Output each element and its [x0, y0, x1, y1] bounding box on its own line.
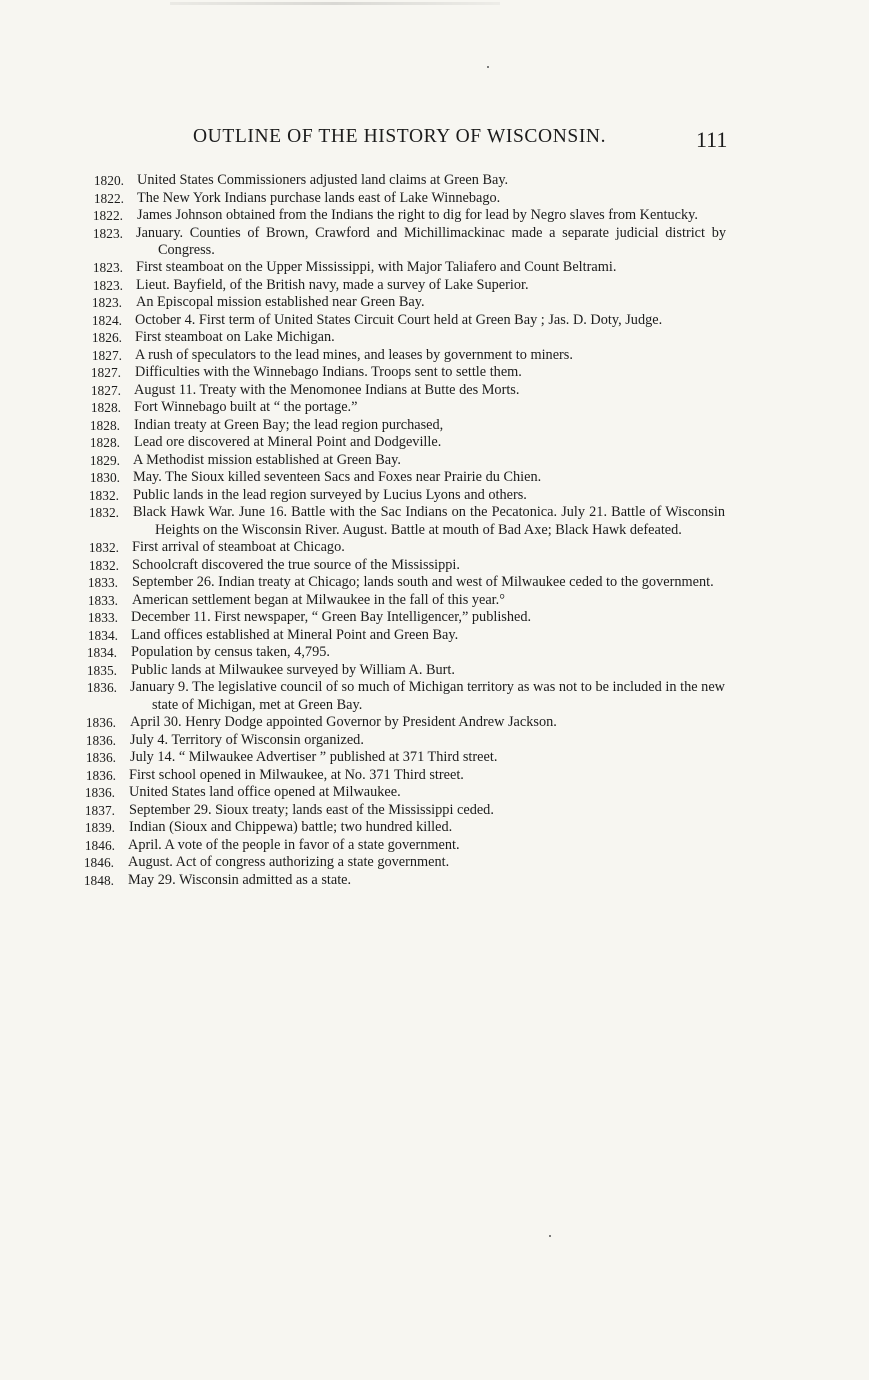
entry-year: 1823.	[92, 260, 123, 276]
entry-text: October 4. First term of United States Circuit Court held at Green Bay ; Jas. D. Doty, Judge.	[135, 311, 663, 328]
timeline-list	[0, 172, 869, 889]
speck-mark	[549, 1235, 551, 1237]
entry-year: 1832.	[88, 557, 119, 573]
entry-year: 1846.	[83, 855, 114, 871]
entry-year: 1832.	[88, 540, 119, 556]
entry-year: 1827.	[90, 382, 121, 398]
entry-year: 1822.	[93, 190, 124, 206]
timeline-entry	[0, 399, 869, 416]
entry-text: Public lands in the lead region surveyed by Lucius Lyons and others.	[133, 486, 527, 503]
speck-mark	[487, 66, 489, 68]
entry-text: Population by census taken, 4,795.	[131, 644, 330, 661]
entry-year: 1834.	[87, 627, 118, 643]
entry-text: January. Counties of Brown, Crawford and Michillimackinac made a separate judicial district by Congress.	[136, 224, 726, 258]
scan-artifact	[170, 2, 500, 5]
entry-year: 1848.	[83, 872, 114, 888]
entry-text: September 26. Indian treaty at Chicago; lands south and west of Milwaukee ceded to the government.	[132, 574, 714, 591]
timeline-entry	[0, 329, 869, 346]
entry-year: 1820.	[93, 173, 124, 188]
entry-year: 1823.	[92, 225, 123, 241]
entry-year: 1832.	[88, 505, 119, 521]
timeline-entry	[0, 557, 869, 574]
entry-text: First school opened in Milwaukee, at No. 371 Third street.	[129, 766, 464, 783]
entry-text: Lead ore discovered at Mineral Point and Dodgeville.	[134, 434, 442, 451]
entry-year: 1823.	[92, 277, 123, 293]
entry-text: September 29. Sioux treaty; lands east of the Mississippi ceded.	[129, 801, 494, 818]
timeline-entry	[0, 487, 869, 504]
timeline-entry	[0, 714, 869, 731]
timeline-entry	[0, 802, 869, 819]
timeline-entry	[0, 277, 869, 294]
entry-year: 1823.	[91, 295, 122, 311]
entry-year: 1824.	[91, 312, 122, 328]
entry-text: Land offices established at Mineral Point and Green Bay.	[131, 626, 459, 643]
entry-text: Difficulties with the Winnebago Indians. Troops sent to settle them.	[135, 364, 522, 381]
entry-year: 1836.	[85, 767, 116, 783]
entry-year: 1836.	[85, 715, 116, 731]
entry-year: 1828.	[89, 417, 120, 433]
entry-text: December 11. First newspaper, “ Green Bay Intelligencer,” published.	[131, 609, 532, 626]
entry-text: Indian (Sioux and Chippewa) battle; two hundred killed.	[129, 819, 453, 836]
timeline-entry	[0, 172, 869, 189]
timeline-entry	[0, 294, 869, 311]
entry-text: United States Commissioners adjusted land claims at Green Bay.	[137, 172, 509, 188]
entry-year: 1833.	[87, 610, 118, 626]
timeline-entry	[0, 574, 869, 591]
timeline-entry	[0, 190, 869, 207]
timeline-entry	[0, 504, 869, 539]
entry-text: April 30. Henry Dodge appointed Governor by President Andrew Jackson.	[130, 714, 557, 731]
entry-year: 1828.	[90, 400, 121, 416]
timeline-entry	[0, 347, 869, 364]
entry-year: 1839.	[84, 820, 115, 836]
entry-year: 1832.	[88, 487, 119, 503]
entry-year: 1833.	[87, 592, 118, 608]
entry-year: 1833.	[87, 575, 118, 591]
entry-year: 1822.	[92, 208, 123, 223]
entry-text: An Episcopal mission established near Green Bay.	[136, 294, 425, 311]
entry-text: May. The Sioux killed seventeen Sacs and Foxes near Prairie du Chien.	[133, 469, 542, 486]
timeline-entry	[0, 679, 869, 714]
entry-text: A rush of speculators to the lead mines, and leases by government to miners.	[135, 346, 573, 363]
entry-text: Lieut. Bayfield, of the British navy, made a survey of Lake Superior.	[136, 276, 529, 293]
entry-year: 1837.	[84, 802, 115, 818]
timeline-entry	[0, 259, 869, 276]
entry-text: August. Act of congress authorizing a state government.	[128, 854, 450, 871]
entry-year: 1827.	[91, 347, 122, 363]
timeline-entry	[0, 592, 869, 609]
entry-text: American settlement began at Milwaukee in the fall of this year.°	[132, 591, 505, 608]
page-header	[0, 126, 869, 156]
timeline-entry	[0, 784, 869, 801]
timeline-entry	[0, 627, 869, 644]
timeline-entry	[0, 364, 869, 381]
page-number: 111	[696, 127, 728, 152]
timeline-entry	[0, 767, 869, 784]
entry-year: 1835.	[86, 662, 117, 678]
entry-text: January 9. The legislative council of so much of Michigan territory as was not to be included in the new state of Michigan, met at Green Bay.	[130, 679, 725, 713]
entry-text: Fort Winnebago built at “ the portage.”	[134, 399, 358, 416]
entry-text: First arrival of steamboat at Chicago.	[132, 539, 345, 556]
entry-year: 1836.	[85, 732, 116, 748]
timeline-entry	[0, 312, 869, 329]
timeline-entry	[0, 662, 869, 679]
entry-year: 1828.	[89, 435, 120, 451]
entry-year: 1826.	[91, 330, 122, 346]
entry-year: 1836.	[85, 750, 116, 766]
timeline-entry	[0, 837, 869, 854]
entry-text: A Methodist mission established at Green Bay.	[133, 451, 401, 468]
timeline-entry	[0, 609, 869, 626]
timeline-entry	[0, 434, 869, 451]
entry-text: July 14. “ Milwaukee Advertiser ” published at 371 Third street.	[130, 749, 498, 766]
entry-year: 1830.	[89, 470, 120, 486]
entry-text: Schoolcraft discovered the true source of the Mississippi.	[132, 556, 460, 573]
entry-text: First steamboat on Lake Michigan.	[135, 329, 335, 346]
entry-year: 1827.	[90, 365, 121, 381]
entry-text: Black Hawk War. June 16. Battle with the Sac Indians on the Pecatonica. July 21. Battle of Wisconsin Heights on the Wisconsin River. August. Battle at mouth of Bad Axe; Black Hawk defeated.	[133, 504, 725, 538]
timeline-entry	[0, 644, 869, 661]
timeline-entry	[0, 732, 869, 749]
running-title: OUTLINE OF THE HISTORY OF WISCONSIN.	[193, 126, 607, 147]
entry-year: 1846.	[84, 837, 115, 853]
timeline-entry	[0, 854, 869, 871]
entry-text: Public lands at Milwaukee surveyed by William A. Burt.	[131, 661, 455, 678]
entry-text: April. A vote of the people in favor of a state government.	[128, 836, 460, 853]
entry-text: May 29. Wisconsin admitted as a state.	[128, 871, 352, 888]
entry-year: 1836.	[84, 785, 115, 801]
entry-text: Indian treaty at Green Bay; the lead region purchased,	[134, 416, 444, 433]
timeline-entry	[0, 819, 869, 836]
timeline-entry	[0, 749, 869, 766]
timeline-entry	[0, 207, 869, 224]
entry-year: 1834.	[86, 645, 117, 661]
entry-text: The New York Indians purchase lands east of Lake Winnebago.	[137, 189, 501, 206]
timeline-entry	[0, 872, 869, 889]
entry-year: 1836.	[86, 680, 117, 696]
entry-text: August 11. Treaty with the Menomonee Indians at Butte des Morts.	[134, 381, 520, 398]
entry-text: First steamboat on the Upper Mississippi, with Major Taliafero and Count Beltrami.	[136, 259, 617, 276]
entry-text: United States land office opened at Milwaukee.	[129, 784, 401, 801]
timeline-entry	[0, 452, 869, 469]
timeline-entry	[0, 382, 869, 399]
timeline-entry	[0, 225, 869, 260]
entry-text: James Johnson obtained from the Indians the right to dig for lead by Negro slaves from Kentucky.	[137, 207, 698, 223]
entry-text: July 4. Territory of Wisconsin organized.	[130, 731, 364, 748]
timeline-entry	[0, 539, 869, 556]
timeline-entry	[0, 469, 869, 486]
timeline-entry	[0, 417, 869, 434]
entry-year: 1829.	[89, 452, 120, 468]
